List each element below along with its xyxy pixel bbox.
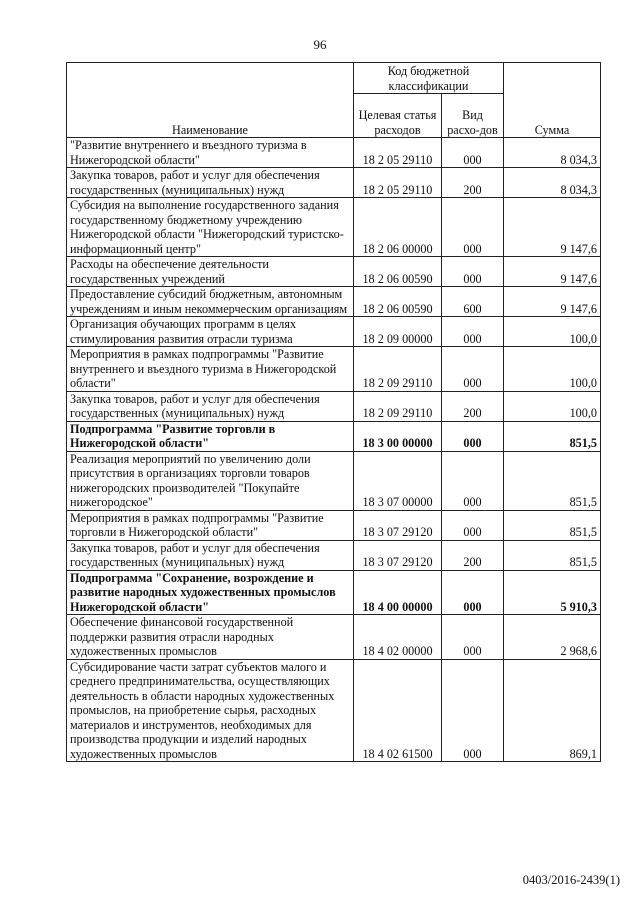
row-target-code: 18 2 06 00000 — [354, 198, 442, 257]
row-expense-type: 000 — [442, 570, 504, 615]
row-name: Субсидия на выполнение государственного задания государственному бюджетному учреждению Нижегородской области "Нижегородский туристско-информационный центр" — [67, 198, 354, 257]
row-amount: 9 147,6 — [504, 287, 601, 317]
header-sum: Сумма — [504, 63, 601, 138]
table-row — [67, 257, 601, 287]
table-row — [67, 347, 601, 392]
row-name: Подпрограмма "Сохранение, возрождение и развитие народных художественных промыслов Нижегородской области" — [67, 570, 354, 615]
row-target-code: 18 2 06 00590 — [354, 257, 442, 287]
table-row — [67, 287, 601, 317]
row-expense-type: 000 — [442, 659, 504, 762]
row-target-code: 18 2 05 29110 — [354, 138, 442, 168]
row-expense-type: 000 — [442, 317, 504, 347]
table-row — [67, 317, 601, 347]
row-name: Обеспечение финансовой государственной поддержки развития отрасли народных художественных промыслов — [67, 615, 354, 660]
row-name: Мероприятия в рамках подпрограммы "Развитие торговли в Нижегородской области" — [67, 510, 354, 540]
page-number: 96 — [313, 37, 327, 52]
row-expense-type: 000 — [442, 421, 504, 451]
row-target-code: 18 4 00 00000 — [354, 570, 442, 615]
row-target-code: 18 3 07 29120 — [354, 540, 442, 570]
table-row — [67, 540, 601, 570]
row-target-code: 18 3 07 00000 — [354, 451, 442, 510]
row-target-code: 18 4 02 61500 — [354, 659, 442, 762]
row-amount: 851,5 — [504, 421, 601, 451]
document-id: 0403/2016-2439(1) — [522, 873, 620, 887]
row-name: Реализация мероприятий по увеличению доли присутствия в организациях торговли товаров нижегородских производителей "Покупайте нижегородское" — [67, 451, 354, 510]
row-target-code: 18 2 06 00590 — [354, 287, 442, 317]
row-amount: 100,0 — [504, 317, 601, 347]
table-row — [67, 615, 601, 660]
row-amount: 851,5 — [504, 540, 601, 570]
table-row — [67, 510, 601, 540]
row-target-code: 18 2 09 00000 — [354, 317, 442, 347]
row-target-code: 18 2 05 29110 — [354, 168, 442, 198]
table-row — [67, 659, 601, 762]
row-expense-type: 000 — [442, 347, 504, 392]
row-name: Расходы на обеспечение деятельности государственных учреждений — [67, 257, 354, 287]
header-row — [67, 63, 601, 94]
row-target-code: 18 2 09 29110 — [354, 391, 442, 421]
row-expense-type: 200 — [442, 391, 504, 421]
header-target: Целевая статья расходов — [354, 94, 442, 138]
row-amount: 8 034,3 — [504, 138, 601, 168]
row-expense-type: 200 — [442, 168, 504, 198]
row-name: Подпрограмма "Развитие торговли в Нижегородской области" — [67, 421, 354, 451]
row-name: Закупка товаров, работ и услуг для обеспечения государственных (муниципальных) нужд — [67, 391, 354, 421]
row-name: Мероприятия в рамках подпрограммы "Развитие внутреннего и въездного туризма в Нижегородской области" — [67, 347, 354, 392]
header-type: Вид расхо-дов — [442, 94, 504, 138]
row-target-code: 18 2 09 29110 — [354, 347, 442, 392]
table-row — [67, 421, 601, 451]
row-amount: 100,0 — [504, 347, 601, 392]
row-amount: 869,1 — [504, 659, 601, 762]
row-amount: 851,5 — [504, 451, 601, 510]
table-row — [67, 168, 601, 198]
row-name: "Развитие внутреннего и въездного туризма в Нижегородской области" — [67, 138, 354, 168]
row-amount: 9 147,6 — [504, 198, 601, 257]
row-expense-type: 000 — [442, 451, 504, 510]
row-expense-type: 600 — [442, 287, 504, 317]
row-amount: 5 910,3 — [504, 570, 601, 615]
row-expense-type: 000 — [442, 257, 504, 287]
row-name: Организация обучающих программ в целях стимулирования развития отрасли туризма — [67, 317, 354, 347]
row-target-code: 18 4 02 00000 — [354, 615, 442, 660]
row-expense-type: 000 — [442, 510, 504, 540]
row-name: Субсидирование части затрат субъектов малого и среднего предпринимательства, осуществляющих деятельность в области народных художественных промыслов, на приобретение сырья, расходных материалов и инструментов, необходимых для производства продукции и изделий народных художественных промыслов — [67, 659, 354, 762]
row-name: Закупка товаров, работ и услуг для обеспечения государственных (муниципальных) нужд — [67, 168, 354, 198]
budget-table — [66, 62, 601, 762]
row-amount: 8 034,3 — [504, 168, 601, 198]
row-name: Закупка товаров, работ и услуг для обеспечения государственных (муниципальных) нужд — [67, 540, 354, 570]
header-kbk: Код бюджетной классификации — [354, 63, 504, 94]
row-expense-type: 000 — [442, 615, 504, 660]
table-body — [67, 138, 601, 762]
row-name: Предоставление субсидий бюджетным, автономным учреждениям и иным некоммерческим организациям — [67, 287, 354, 317]
row-target-code: 18 3 07 29120 — [354, 510, 442, 540]
row-amount: 2 968,6 — [504, 615, 601, 660]
header-name: Наименование — [67, 63, 354, 138]
row-expense-type: 000 — [442, 138, 504, 168]
table-row — [67, 138, 601, 168]
row-amount: 100,0 — [504, 391, 601, 421]
table-row — [67, 570, 601, 615]
row-expense-type: 200 — [442, 540, 504, 570]
row-target-code: 18 3 00 00000 — [354, 421, 442, 451]
row-amount: 9 147,6 — [504, 257, 601, 287]
row-amount: 851,5 — [504, 510, 601, 540]
table-row — [67, 198, 601, 257]
row-expense-type: 000 — [442, 198, 504, 257]
table-row — [67, 451, 601, 510]
table-row — [67, 391, 601, 421]
